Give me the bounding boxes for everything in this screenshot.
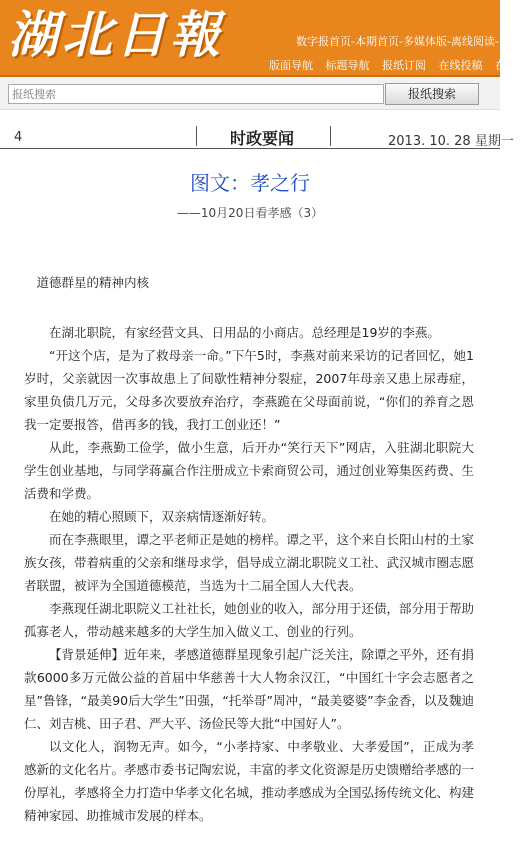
nav-online[interactable]: 在线 [495, 59, 517, 72]
article-paragraph: 而在李燕眼里，谭之平老师正是她的榜样。谭之平，这个来自长阳山村的土家族女孩，带着病重的父亲和继母求学，倡导成立湖北职院义工社、武汉城市圈志愿者联盟，被评为全国道德模范，当选为十二届全国人大代表。 [24, 532, 475, 593]
article-paragraph: 以文化人，润物无声。如今，“小孝持家、中孝敬业、大孝爱国”，正成为孝感新的文化名片。孝感市委书记陶宏说，丰富的孝文化资源是历史馈赠给孝感的一份厚礼，孝感将全力打造中华孝文化名城，推动孝感成为全国弘扬传统文化、构建精神家园、助推城市发展的样本。 [24, 739, 475, 823]
issue-date: 2013. 10. 28 星期一 [388, 134, 514, 149]
article-subtitle: ——10月20日看孝感（3） [176, 206, 324, 220]
search-bar [0, 77, 500, 110]
article-body [24, 271, 474, 827]
article-paragraph: 从此，李燕勤工俭学，做小生意，后开办“笑行天下”网店，入驻湖北职院大学生创业基地，与同学蒋赢合作注册成立卡索商贸公司，通过创业筹集医药费、生活费和学费。 [24, 440, 475, 501]
article-title: 图文：孝之行 [190, 171, 310, 195]
article-paragraph: “开这个店，是为了救母亲一命。”下午5时，李燕对前来采访的记者回忆，她1岁时，父亲就因一次事故患上了间歇性精神分裂症，2007年母亲又患上尿毒症，家里负债几万元，父母多次要放弃治疗，李燕跪在父母面前说，“你们的养育之恩我一定要报答，借再多的钱，我打工创业还！” [24, 348, 474, 432]
page-number: 4 [14, 130, 23, 145]
divider [330, 126, 331, 146]
article-lead: 道德群星的精神内核 [36, 275, 150, 290]
nav-layout[interactable]: 版面导航 [269, 59, 313, 72]
top-links-text[interactable]: 数字报首页-本期首页-多媒体版-离线阅读- [296, 35, 499, 48]
article-paragraph: 在湖北职院，有家经营文具、日用品的小商店。总经理是19岁的李燕。 [49, 325, 440, 340]
nav-submit[interactable]: 在线投稿 [438, 59, 483, 72]
article-paragraph: 在她的精心照顾下，双亲病情逐渐好转。 [49, 509, 275, 524]
divider [196, 126, 197, 146]
nav-subscribe[interactable]: 报纸订阅 [382, 59, 426, 72]
nav-headlines[interactable]: 标题导航 [325, 59, 370, 72]
newspaper-logo[interactable]: 湖北日報 [8, 5, 224, 64]
sub-navigation [269, 57, 517, 73]
masthead [0, 0, 517, 77]
section-title: 时政要闻 [230, 129, 295, 148]
page-bar [0, 122, 514, 149]
search-input[interactable] [8, 84, 384, 104]
article-paragraph: 李燕现任湖北职院义工社社长，她创业的收入，部分用于还债，部分用于帮助孤寡老人，带动越来越多的大学生加入做义工、创业的行列。 [24, 601, 475, 639]
search-button[interactable]: 报纸搜索 [385, 83, 479, 105]
top-links[interactable] [296, 33, 500, 49]
article-paragraph: 【背景延伸】近年来，孝感道德群星现象引起广泛关注，除谭之平外，还有捐款6000多万元做公益的首届中华慈善十大人物余汉江，“中国红十字会志愿者之星”鲁锋，“最美90后大学生”田强，“托举哥”周冲，“最美婆婆”李金香，以及魏迪仁、刘吉桃、田子君、严大平、汤俭民等大批“中国好人”。 [24, 647, 475, 731]
